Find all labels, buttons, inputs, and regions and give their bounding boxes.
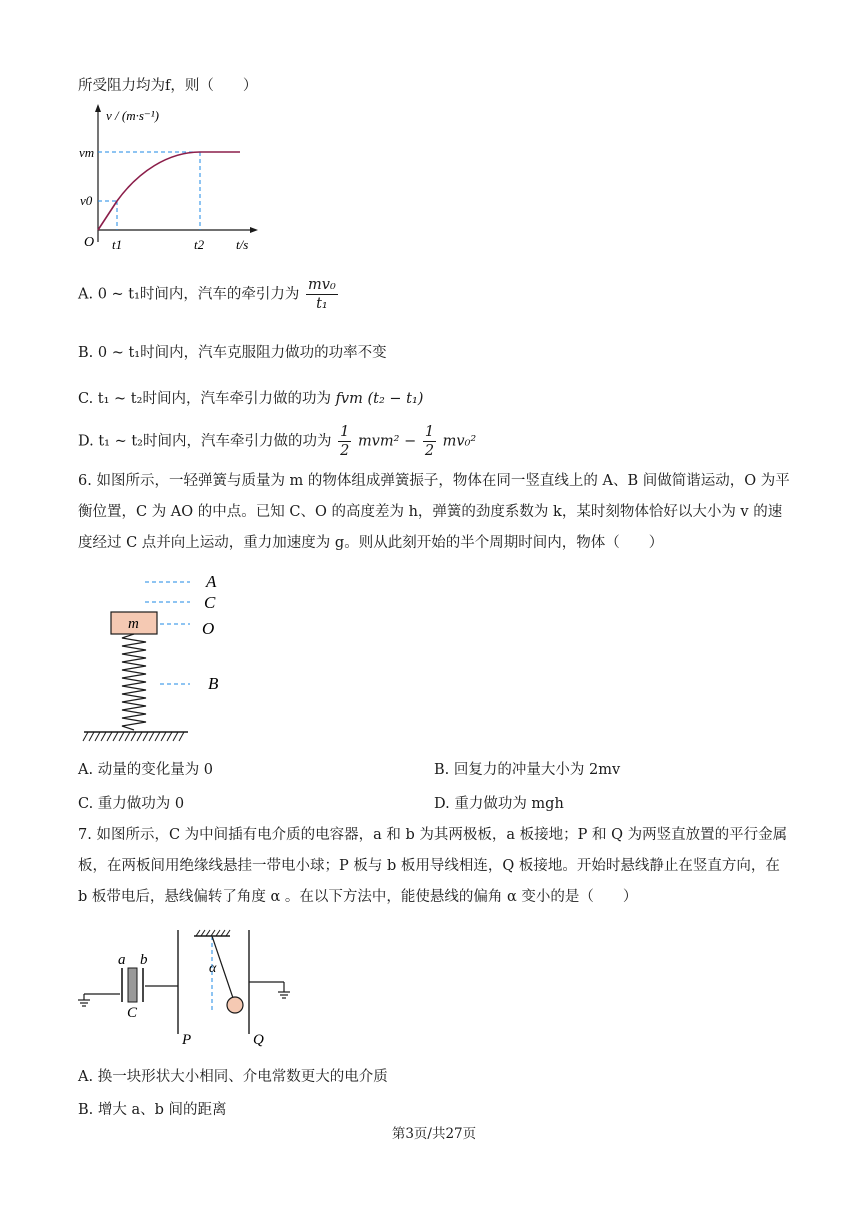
label-o: O xyxy=(202,619,215,638)
q5-option-d[interactable]: D. t₁ ~ t₂时间内，汽车牵引力做的功为 $\frac{1}{2}$ mvm² − $\frac{1}{2}$ mv₀² xyxy=(78,424,477,459)
label-alpha: α xyxy=(209,961,217,976)
q6-option-d[interactable]: D. 重力做功为 mgh xyxy=(434,796,564,812)
spring xyxy=(122,634,146,730)
q6-option-b[interactable]: B. 回复力的冲量大小为 2mv xyxy=(434,762,621,778)
label-capacitor: C xyxy=(127,1005,138,1021)
q6-option-a[interactable]: A. 动量的变化量为 0 xyxy=(78,762,214,778)
graph-t2: t2 xyxy=(194,237,205,252)
label-a-plate: a xyxy=(118,952,126,968)
label-b-plate: b xyxy=(140,952,148,968)
q7-option-b[interactable]: B. 增大 a、b 间的距离 xyxy=(78,1102,227,1118)
label-c: C xyxy=(204,593,216,612)
mass-label: m xyxy=(128,616,139,632)
charged-ball xyxy=(227,997,243,1013)
label-q-plate: Q xyxy=(253,1032,264,1048)
spring-figure xyxy=(82,566,242,746)
q6-stem: 6. 如图所示，一轻弹簧与质量为 m 的物体组成弹簧振子，物体在同一竖直线上的 A、B 间做简谐运动，O 为平衡位置，C 为 AO 的中点。已知 C、O 的高度差为 h，弹簧的劲度系数为 k，某时刻物体恰好以大小为 v 的速度经过 C 点并向上运动，重力加速度为 g。则从此刻开始的半个周期时间内，物体（ ） xyxy=(78,473,790,551)
fraction: $\frac{1}{2}$ xyxy=(340,424,350,459)
graph-vm: vm xyxy=(79,145,95,160)
vt-graph xyxy=(76,100,266,260)
q7-stem: 7. 如图所示，C 为中间插有电介质的电容器，a 和 b 为其两极板，a 板接地；P 和 Q 为两竖直放置的平行金属板，在两板间用绝缘线悬挂一带电小球；P 板与 b 板用导线相连，Q 板接地。开始时悬线静止在竖直方向，在 b 板带电后，悬线偏转了角度 α 。在以下方法中，能使悬线的偏角 α 变小的是（ ） xyxy=(78,827,788,905)
capacitor-figure xyxy=(78,926,300,1050)
page-footer: 第3页/共27页 xyxy=(391,1126,477,1142)
q7-option-a[interactable]: A. 换一块形状大小相同、介电常数更大的电介质 xyxy=(78,1069,388,1085)
dielectric xyxy=(128,968,137,1002)
label-a: A xyxy=(206,572,217,591)
label-p-plate: P xyxy=(182,1032,192,1048)
q5-intro: 所受阻力均为f，则（ ） xyxy=(78,78,258,94)
q5-option-c[interactable]: C. t₁ ~ t₂时间内，汽车牵引力做的功为 fvm (t₂ − t₁) xyxy=(78,391,424,407)
graph-ylabel: v / (m·s⁻¹) xyxy=(106,108,159,123)
fraction: $\frac{1}{2}$ xyxy=(424,424,435,459)
velocity-curve xyxy=(98,152,240,230)
fraction: $\frac{\text{mv₀}}{\text{t₁}}$ xyxy=(308,277,336,312)
graph-v0: v0 xyxy=(80,193,93,208)
label-b: B xyxy=(208,674,219,693)
graph-xlabel: t/s xyxy=(236,237,249,252)
q6-option-c[interactable]: C. 重力做功为 0 xyxy=(78,796,185,812)
graph-origin: O xyxy=(84,235,95,250)
q5-option-b[interactable]: B. 0 ~ t₁时间内，汽车克服阻力做功的功率不变 xyxy=(78,345,387,361)
q5-option-a[interactable]: A. 0 ~ t₁时间内，汽车的牵引力为 $\frac{\text{mv₀}}{\text{t₁}}$ xyxy=(78,277,336,312)
graph-t1: t1 xyxy=(112,237,123,252)
